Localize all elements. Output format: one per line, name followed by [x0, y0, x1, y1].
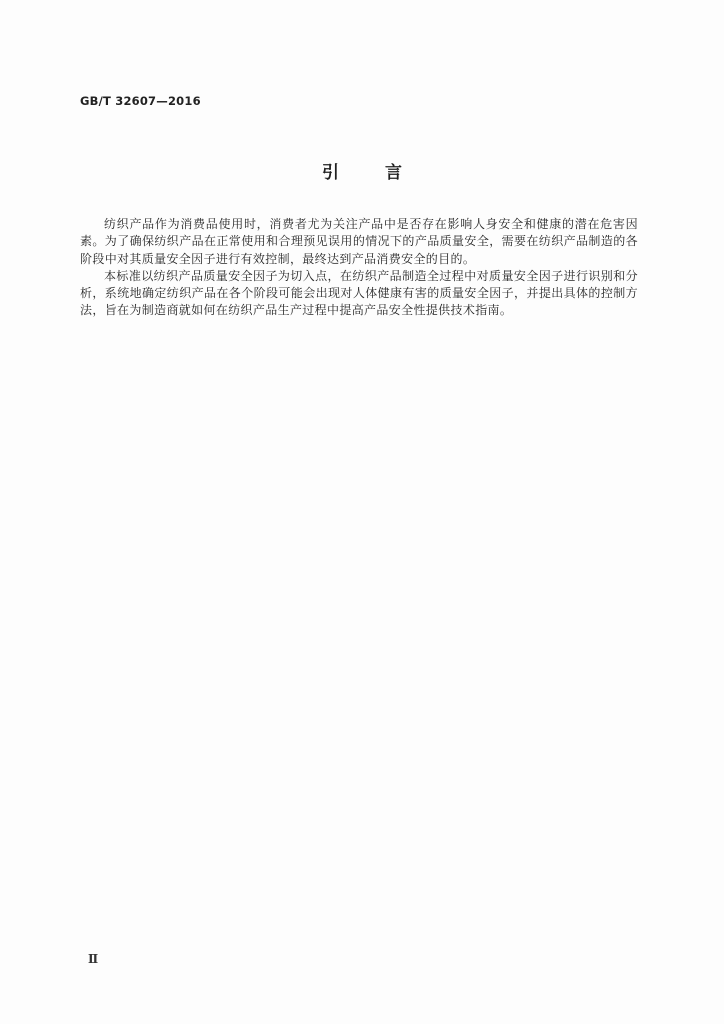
- page-number: Ⅱ: [88, 952, 99, 966]
- paragraph: 本标准以纺织产品质量安全因子为切入点，在纺织产品制造全过程中对质量安全因子进行识别和分析，系统地确定纺织产品在各个阶段可能会出现对人体健康有害的质量安全因子，并提出具体的控制方法，旨在为制造商就如何在纺织产品生产过程中提高产品安全性提供技术指南。: [80, 268, 638, 318]
- standard-code: GB/T 32607—2016: [80, 94, 201, 108]
- introduction-body: [80, 216, 638, 320]
- paragraph: 纺织产品作为消费品使用时，消费者尤为关注产品中是否存在影响人身安全和健康的潜在危害因素。为了确保纺织产品在正常使用和合理预见误用的情况下的产品质量安全，需要在纺织产品制造的各阶段中对其质量安全因子进行有效控制，最终达到产品消费安全的目的。: [80, 217, 638, 266]
- section-title: 引言: [322, 163, 448, 183]
